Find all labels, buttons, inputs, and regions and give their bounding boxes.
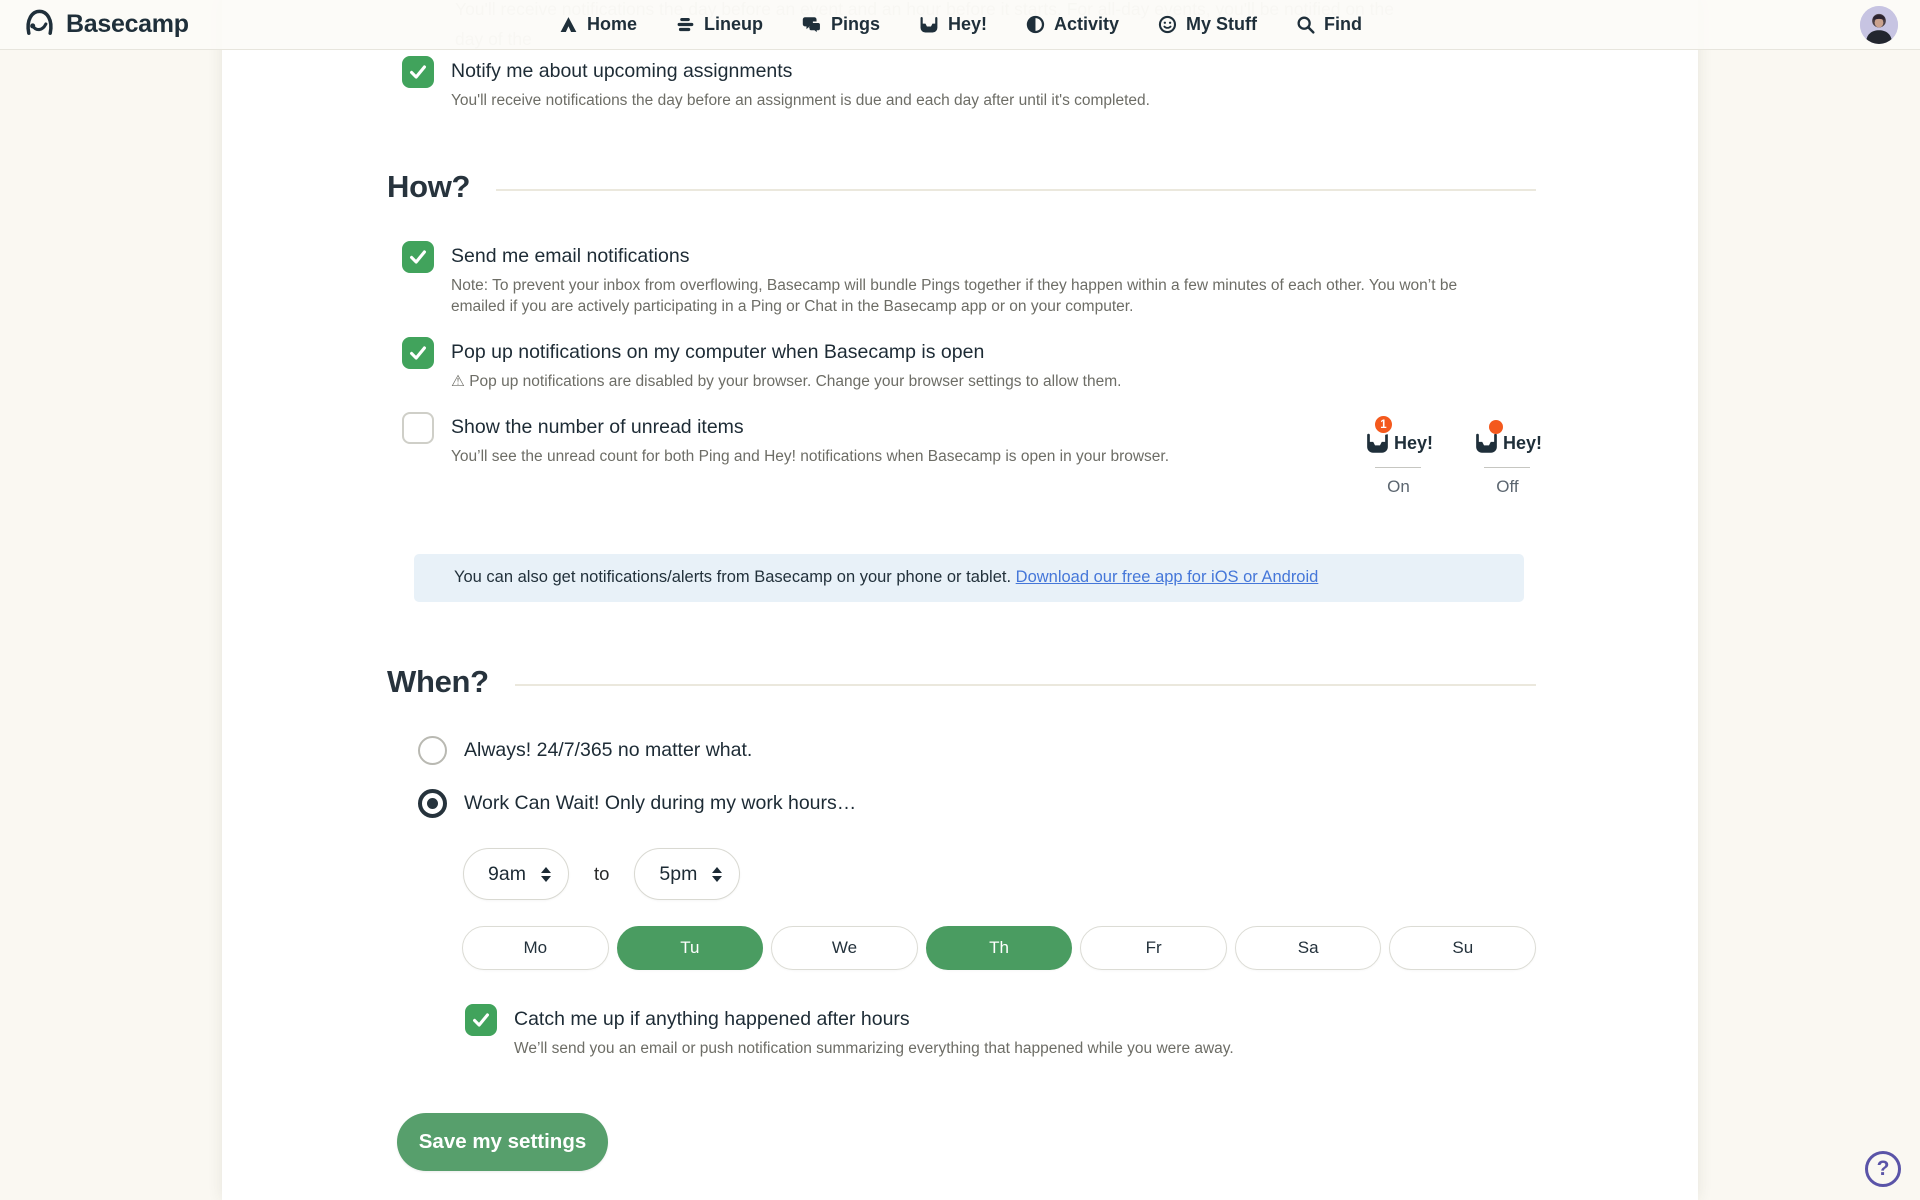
day-toggle-we[interactable]: We <box>771 926 918 970</box>
bars-icon <box>675 14 696 35</box>
email-checkbox[interactable] <box>402 241 434 273</box>
nav-item-label: My Stuff <box>1186 14 1258 34</box>
how-section-header <box>387 169 1536 205</box>
how-heading: How? <box>387 169 471 204</box>
check-icon <box>407 246 429 268</box>
magnifier-icon <box>1295 14 1316 35</box>
work-hours-range <box>463 848 1536 900</box>
start-time-select[interactable] <box>463 848 569 900</box>
work-days-picker <box>462 926 1536 970</box>
hey-sample-off-state: Off <box>1496 477 1519 496</box>
always-option-row <box>418 736 1536 765</box>
stepper-arrows-icon <box>541 867 551 882</box>
hey-sample-off <box>1473 422 1542 497</box>
email-text <box>451 241 1501 317</box>
top-nav <box>0 0 1920 50</box>
question-mark-icon: ? <box>1876 1157 1890 1180</box>
email-row <box>402 241 1536 317</box>
content-card <box>222 0 1698 1200</box>
popup-warning-text: Pop up notifications are disabled by your browser. Change your browser settings to allow them. <box>469 373 1122 390</box>
tray-icon <box>918 14 940 36</box>
hey-sample-off-line <box>1473 422 1542 457</box>
unread-text <box>451 412 1169 467</box>
catch-up-text <box>514 1004 1234 1059</box>
always-radio[interactable] <box>418 736 447 765</box>
check-icon <box>407 342 429 364</box>
start-time-value: 9am <box>488 862 526 885</box>
hey-sample-on-line <box>1364 418 1433 457</box>
nav-item-hey[interactable] <box>918 14 987 36</box>
hours-separator: to <box>593 863 610 884</box>
end-time-value: 5pm <box>659 862 698 885</box>
save-settings-button[interactable]: Save my settings <box>397 1113 608 1171</box>
brand-name: Basecamp <box>66 10 189 38</box>
tent-icon <box>558 14 579 35</box>
sample-divider <box>1375 467 1421 468</box>
check-icon <box>470 1009 492 1031</box>
assignments-row <box>402 56 1536 111</box>
day-toggle-mo[interactable]: Mo <box>462 926 609 970</box>
catch-up-label[interactable]: Catch me up if anything happened after hours <box>514 1008 910 1030</box>
assignments-text <box>451 56 1150 111</box>
nav-item-home[interactable] <box>558 14 637 35</box>
nav-item-my-stuff[interactable] <box>1157 14 1257 35</box>
nav-items <box>558 14 1362 36</box>
when-section-header <box>387 664 1536 700</box>
mobile-apps-note <box>414 554 1524 602</box>
hey-sample-on-label: Hey! <box>1393 433 1433 453</box>
nav-item-pings[interactable] <box>801 14 880 36</box>
day-toggle-th[interactable]: Th <box>926 926 1073 970</box>
nav-item-find[interactable] <box>1295 14 1362 35</box>
work-hours-radio[interactable] <box>418 789 447 818</box>
unread-row-wrap <box>387 412 1542 508</box>
assignments-checkbox[interactable] <box>402 56 434 88</box>
section-divider <box>496 189 1536 191</box>
day-toggle-sa[interactable]: Sa <box>1235 926 1382 970</box>
nav-item-label: Pings <box>830 14 880 34</box>
section-divider <box>515 684 1536 686</box>
nav-item-activity[interactable] <box>1025 14 1119 35</box>
sample-divider <box>1484 467 1530 468</box>
hey-badge-samples <box>1364 418 1542 497</box>
help-button[interactable] <box>1865 1151 1901 1187</box>
end-time-select[interactable] <box>634 848 740 900</box>
tray-icon <box>1473 430 1500 457</box>
warning-icon: ⚠ <box>451 373 465 390</box>
unread-label[interactable]: Show the number of unread items <box>451 416 744 438</box>
catch-up-row <box>465 1004 1536 1059</box>
assignments-description: You'll receive notifications the day before an assignment is due and each day after until it's completed. <box>451 92 1150 109</box>
download-app-link[interactable]: Download our free app for iOS or Android <box>1015 568 1319 586</box>
unread-count-badge: 1 <box>1373 414 1394 435</box>
work-hours-label[interactable]: Work Can Wait! Only during my work hours… <box>464 792 857 814</box>
hey-sample-on-state: On <box>1387 477 1410 496</box>
mobile-note-text: You can also get notifications/alerts from Basecamp on your phone or tablet. <box>454 568 1012 586</box>
unread-description: You’ll see the unread count for both Ping and Hey! notifications when Basecamp is open in your browser. <box>451 448 1170 465</box>
always-label[interactable]: Always! 24/7/365 no matter what. <box>464 739 753 761</box>
nav-item-label: Find <box>1324 14 1363 34</box>
stepper-arrows-icon <box>712 867 722 882</box>
hey-sample-off-label: Hey! <box>1502 433 1542 453</box>
user-avatar[interactable] <box>1860 6 1898 44</box>
assignments-label[interactable]: Notify me about upcoming assignments <box>451 60 793 82</box>
smiley-icon <box>1157 14 1178 35</box>
settings-content <box>222 0 1698 1171</box>
day-toggle-su[interactable]: Su <box>1389 926 1536 970</box>
popup-checkbox[interactable] <box>402 337 434 369</box>
work-hours-option-row <box>418 789 1536 818</box>
nav-item-label: Hey! <box>947 14 988 34</box>
unread-dot-badge <box>1489 420 1503 434</box>
email-description: Note: To prevent your inbox from overflowing, Basecamp will bundle Pings together if they happen within a few minutes of each other. You won’t be emailed if you are actively participating in a Ping or Chat in the Basecamp app or on your computer. <box>451 277 1458 315</box>
chat-bubbles-icon <box>801 14 823 36</box>
unread-checkbox[interactable] <box>402 412 434 444</box>
nav-item-label: Activity <box>1054 14 1120 34</box>
basecamp-logo-icon <box>22 7 57 42</box>
half-circle-icon <box>1025 14 1046 35</box>
when-heading: When? <box>387 664 489 699</box>
catch-up-description: We’ll send you an email or push notification summarizing everything that happened while you were away. <box>514 1040 1234 1057</box>
popup-warning <box>451 371 1121 392</box>
popup-text <box>451 337 1121 392</box>
email-label[interactable]: Send me email notifications <box>451 245 690 267</box>
nav-item-lineup[interactable] <box>675 14 763 35</box>
day-toggle-tu[interactable]: Tu <box>617 926 764 970</box>
avatar-image <box>1860 6 1898 44</box>
hey-sample-on <box>1364 418 1433 497</box>
popup-label[interactable]: Pop up notifications on my computer when Basecamp is open <box>451 341 985 363</box>
catch-up-checkbox[interactable] <box>465 1004 497 1036</box>
nav-item-label: Lineup <box>703 14 763 34</box>
check-icon <box>407 61 429 83</box>
popup-row <box>402 337 1536 392</box>
day-toggle-fr[interactable]: Fr <box>1080 926 1227 970</box>
nav-item-label: Home <box>586 14 637 34</box>
basecamp-logo[interactable] <box>22 7 189 42</box>
